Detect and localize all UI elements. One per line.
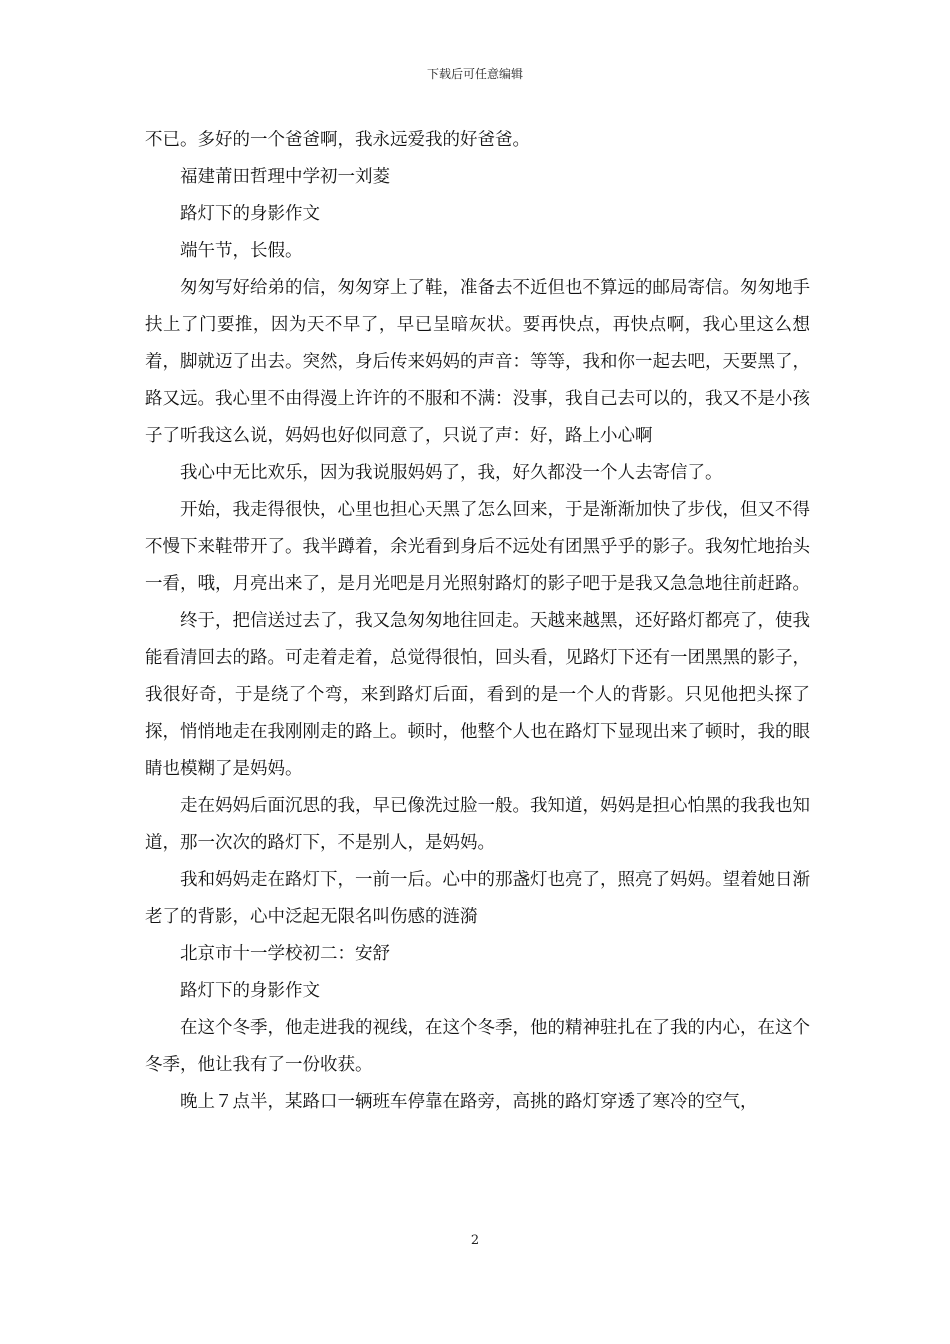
paragraph: 终于，把信送过去了，我又急匆匆地往回走。天越来越黑，还好路灯都亮了，使我能看清回去的路。可走着走着，总觉得很怕，回头看，见路灯下还有一团黑黑的影子，我很好奇，于是绕了个弯，来到路灯后面，看到的是一个人的背影。只见他把头探了探，悄悄地走在我刚刚走的路上。顿时，他整个人也在路灯下显现出来了顿时，我的眼睛也模糊了是妈妈。 xyxy=(145,611,810,779)
document-body xyxy=(145,122,810,1121)
paragraph: 不已。多好的一个爸爸啊，我永远爱我的好爸爸。 xyxy=(145,130,530,150)
paragraph: 匆匆写好给弟的信，匆匆穿上了鞋，准备去不近但也不算远的邮局寄信。匆匆地手扶上了门要推，因为天不早了，早已呈暗灰状。要再快点，再快点啊，我心里这么想着，脚就迈了出去。突然，身后传来妈妈的声音：等等，我和你一起去吧，天要黑了，路又远。我心里不由得漫上许许的不服和不满：没事，我自己去可以的，我又不是小孩子了听我这么说，妈妈也好似同意了，只说了声：好，路上小心啊 xyxy=(145,278,810,446)
author-line: 北京市十一学校初二：安舒 xyxy=(180,944,390,964)
page-number: 2 xyxy=(470,1233,480,1248)
paragraph: 走在妈妈后面沉思的我，早已像洗过脸一般。我知道，妈妈是担心怕黑的我我也知道，那一次次的路灯下，不是别人，是妈妈。 xyxy=(145,796,810,853)
paragraph: 在这个冬季，他走进我的视线，在这个冬季，他的精神驻扎在了我的内心，在这个冬季，他让我有了一份收获。 xyxy=(145,1018,810,1075)
essay-title: 路灯下的身影作文 xyxy=(180,981,320,1001)
paragraph: 开始，我走得很快，心里也担心天黑了怎么回来，于是渐渐加快了步伐，但又不得不慢下来鞋带开了。我半蹲着，余光看到身后不远处有团黑乎乎的影子。我匆忙地抬头一看，哦，月亮出来了，是月光吧是月光照射路灯的影子吧于是我又急急地往前赶路。 xyxy=(145,500,810,594)
paragraph: 端午节，长假。 xyxy=(180,241,303,261)
paragraph: 晚上７点半，某路口一辆班车停靠在路旁，高挑的路灯穿透了寒冷的空气， xyxy=(180,1092,758,1112)
essay-title: 路灯下的身影作文 xyxy=(180,204,320,224)
author-line: 福建莆田哲理中学初一刘菱 xyxy=(180,167,390,187)
paragraph: 我心中无比欢乐，因为我说服妈妈了，我，好久都没一个人去寄信了。 xyxy=(180,463,723,483)
page-header: 下载后可任意编辑 xyxy=(426,67,523,81)
paragraph: 我和妈妈走在路灯下，一前一后。心中的那盏灯也亮了，照亮了妈妈。望着她日渐老了的背影，心中泛起无限名叫伤感的涟漪 xyxy=(145,870,810,927)
